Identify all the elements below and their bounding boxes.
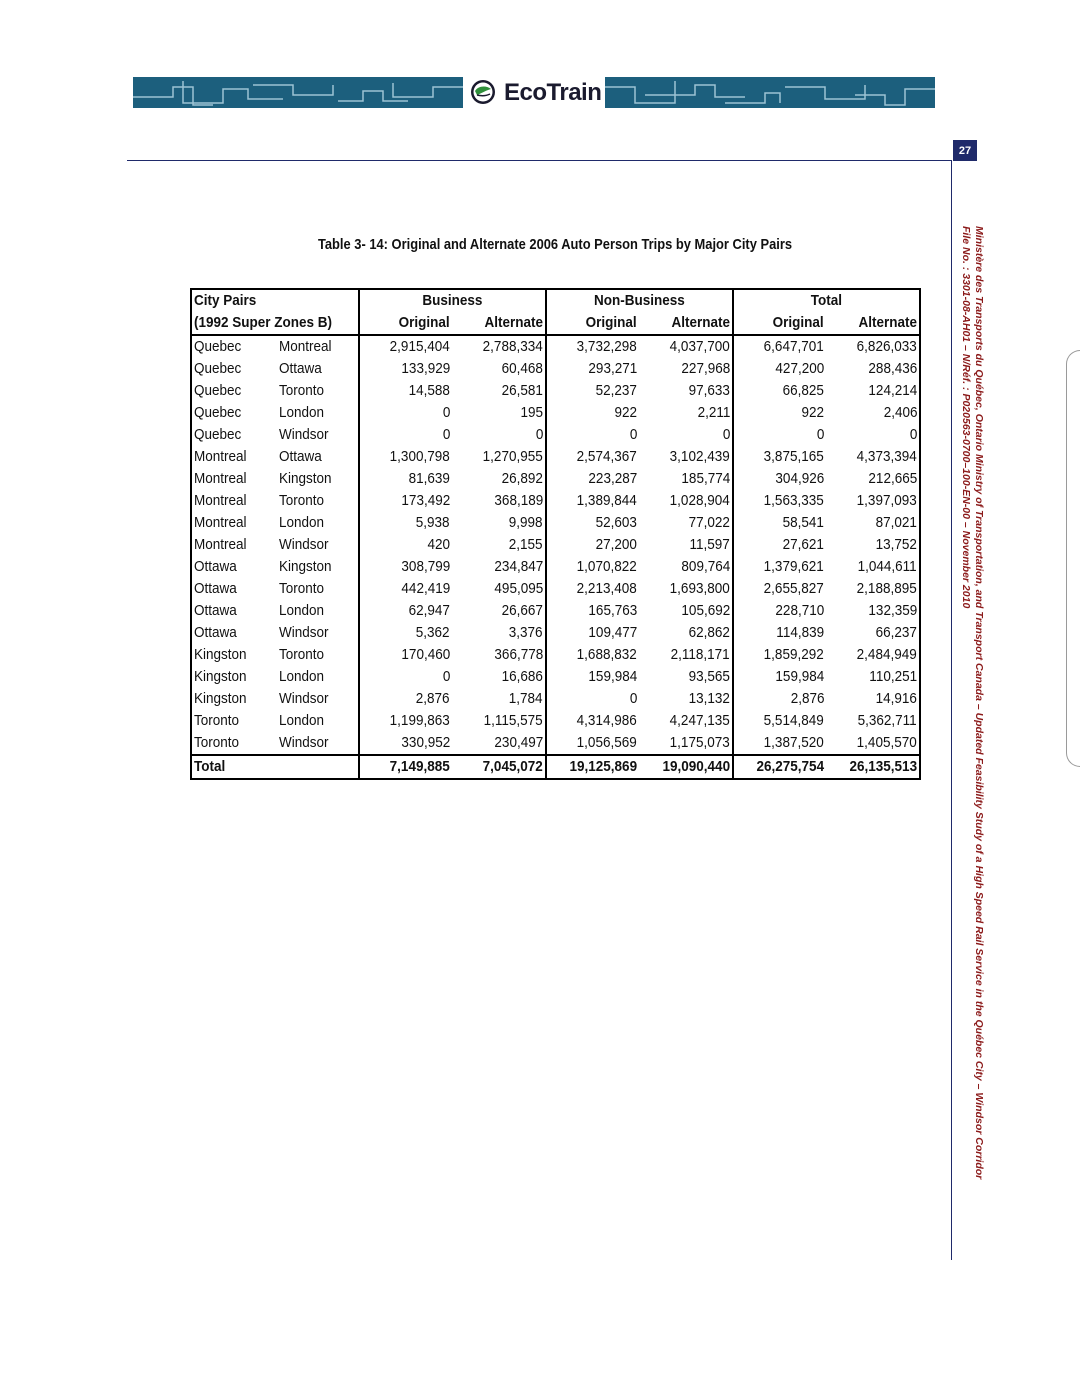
non-business-original-cell: 922 bbox=[546, 402, 639, 424]
total-original-cell: 5,514,849 bbox=[733, 710, 826, 732]
table-row bbox=[191, 424, 920, 446]
business-original-cell: 173,492 bbox=[359, 490, 452, 512]
non-business-alternate-cell: 3,102,439 bbox=[669, 448, 731, 465]
business-alternate-cell: 495,095 bbox=[494, 580, 544, 597]
total-original-cell: 1,563,335 bbox=[733, 490, 826, 512]
business-alternate-cell: 26,892 bbox=[501, 470, 544, 487]
non-business-alternate-cell: 93,565 bbox=[688, 668, 731, 685]
table-row bbox=[191, 380, 920, 402]
table-row bbox=[191, 578, 920, 600]
business-alternate-cell: 26,667 bbox=[501, 602, 544, 619]
table-body bbox=[191, 335, 920, 755]
table-row bbox=[191, 512, 920, 534]
to-cell: Windsor bbox=[279, 734, 329, 751]
table-row bbox=[191, 600, 920, 622]
non-business-original-cell: 52,237 bbox=[546, 380, 639, 402]
non-business-original-cell: 293,271 bbox=[546, 358, 639, 380]
total-original-cell: 922 bbox=[733, 402, 826, 424]
to-cell: Kingston bbox=[279, 470, 332, 487]
side-rule bbox=[951, 160, 952, 1260]
side-tab bbox=[1066, 350, 1080, 767]
from-cell: Quebec bbox=[194, 382, 242, 399]
from-cell: Quebec bbox=[194, 426, 242, 443]
total-alternate-header: Alternate bbox=[826, 312, 920, 335]
business-alternate-cell: 2,155 bbox=[509, 536, 544, 553]
table-row bbox=[191, 490, 920, 512]
to-cell: London bbox=[279, 514, 325, 531]
business-original-cell: 14,588 bbox=[359, 380, 452, 402]
table-title: Table 3- 14: Original and Alternate 2006 Auto Person Trips by Major City Pairs bbox=[317, 236, 793, 253]
circuit-pattern-left bbox=[133, 77, 463, 108]
non-business-alternate-cell: 11,597 bbox=[689, 536, 731, 553]
to-cell: Windsor bbox=[279, 624, 329, 641]
brand-name: EcoTrain bbox=[504, 78, 602, 106]
total-alternate-cell: 5,362,711 bbox=[857, 712, 918, 729]
from-cell: Ottawa bbox=[194, 624, 237, 641]
total-alternate-cell: 1,405,570 bbox=[856, 734, 918, 751]
to-cell: Windsor bbox=[279, 690, 329, 707]
total-total-original: 26,275,754 bbox=[733, 755, 826, 779]
total-alternate-cell: 4,373,394 bbox=[856, 448, 918, 465]
total-original-cell: 2,876 bbox=[733, 688, 826, 710]
city-pairs-header: City Pairs bbox=[194, 292, 257, 309]
non-business-alternate-cell: 227,968 bbox=[681, 360, 731, 377]
total-alternate-cell: 132,359 bbox=[868, 602, 918, 619]
header-banner bbox=[133, 77, 935, 108]
sub-header-row bbox=[191, 312, 920, 335]
to-cell: Ottawa bbox=[279, 360, 322, 377]
to-cell: London bbox=[279, 602, 325, 619]
total-row bbox=[191, 755, 920, 779]
business-alternate-cell: 16,686 bbox=[501, 668, 544, 685]
non-business-original-cell: 27,200 bbox=[546, 534, 639, 556]
table-row bbox=[191, 446, 920, 468]
total-original-cell: 427,200 bbox=[733, 358, 826, 380]
table-row bbox=[191, 335, 920, 358]
total-original-cell: 27,621 bbox=[733, 534, 826, 556]
total-alternate-cell: 2,406 bbox=[883, 404, 918, 421]
business-original-cell: 5,362 bbox=[359, 622, 452, 644]
to-cell: London bbox=[279, 404, 325, 421]
sidebar-caption-line2: File No. : 3301-08-AH01 – N/Réf. : P020563-0700–100-EN-00 – November 2010 bbox=[960, 226, 972, 609]
non-business-alternate-cell: 2,118,171 bbox=[670, 646, 731, 663]
table-row bbox=[191, 666, 920, 688]
from-cell: Kingston bbox=[194, 646, 247, 663]
to-cell: Windsor bbox=[279, 536, 329, 553]
business-original-cell: 62,947 bbox=[359, 600, 452, 622]
from-cell: Ottawa bbox=[194, 602, 237, 619]
total-original-cell: 0 bbox=[733, 424, 826, 446]
business-alternate-cell: 3,376 bbox=[509, 624, 544, 641]
business-alternate-cell: 1,270,955 bbox=[482, 448, 544, 465]
business-original-cell: 133,929 bbox=[359, 358, 452, 380]
from-cell: Toronto bbox=[194, 734, 240, 751]
ecotrain-globe-icon bbox=[468, 78, 498, 108]
non-business-original-header: Original bbox=[546, 312, 639, 335]
table-row bbox=[191, 556, 920, 578]
total-original-cell: 2,655,827 bbox=[733, 578, 826, 600]
to-cell: Toronto bbox=[279, 646, 325, 663]
from-cell: Ottawa bbox=[194, 580, 237, 597]
total-alternate-cell: 1,044,611 bbox=[857, 558, 918, 575]
total-alternate-cell: 110,251 bbox=[869, 668, 918, 685]
total-original-cell: 58,541 bbox=[733, 512, 826, 534]
total-alternate-cell: 124,214 bbox=[868, 382, 918, 399]
group-header-row bbox=[191, 289, 920, 312]
business-alternate-cell: 26,581 bbox=[501, 382, 544, 399]
from-cell: Toronto bbox=[194, 712, 240, 729]
business-alternate-cell: 0 bbox=[535, 426, 544, 443]
total-alternate-cell: 13,752 bbox=[875, 536, 918, 553]
non-business-original-cell: 1,056,569 bbox=[546, 732, 639, 755]
total-non-business-alternate: 19,090,440 bbox=[639, 755, 733, 779]
business-original-cell: 0 bbox=[359, 666, 452, 688]
table-row bbox=[191, 468, 920, 490]
table-row bbox=[191, 644, 920, 666]
from-cell: Quebec bbox=[194, 404, 242, 421]
business-original-cell: 330,952 bbox=[359, 732, 452, 755]
non-business-original-cell: 223,287 bbox=[546, 468, 639, 490]
to-cell: Windsor bbox=[279, 426, 329, 443]
business-original-cell: 420 bbox=[359, 534, 452, 556]
business-original-cell: 1,199,863 bbox=[359, 710, 452, 732]
total-original-cell: 1,387,520 bbox=[733, 732, 826, 755]
table-row bbox=[191, 358, 920, 380]
to-cell: Montreal bbox=[279, 338, 332, 355]
total-business-alternate: 7,045,072 bbox=[452, 755, 546, 779]
total-original-cell: 228,710 bbox=[733, 600, 826, 622]
business-alternate-header: Alternate bbox=[452, 312, 546, 335]
table-row bbox=[191, 622, 920, 644]
total-alternate-cell: 1,397,093 bbox=[856, 492, 918, 509]
non-business-alternate-cell: 105,692 bbox=[681, 602, 731, 619]
total-original-cell: 3,875,165 bbox=[733, 446, 826, 468]
total-original-cell: 66,825 bbox=[733, 380, 826, 402]
from-cell: Montreal bbox=[194, 470, 247, 487]
to-cell: London bbox=[279, 668, 325, 685]
total-alternate-cell: 6,826,033 bbox=[856, 338, 918, 355]
total-header: Total bbox=[733, 289, 920, 312]
business-original-cell: 442,419 bbox=[359, 578, 452, 600]
total-alternate-cell: 14,916 bbox=[875, 690, 918, 707]
ecotrain-logo bbox=[465, 77, 605, 108]
circuit-pattern-right bbox=[605, 77, 935, 108]
total-original-cell: 1,859,292 bbox=[733, 644, 826, 666]
total-original-cell: 1,379,621 bbox=[733, 556, 826, 578]
business-original-cell: 0 bbox=[359, 402, 452, 424]
from-cell: Quebec bbox=[194, 360, 242, 377]
non-business-alternate-cell: 1,693,800 bbox=[669, 580, 731, 597]
zones-header: (1992 Super Zones B) bbox=[191, 312, 359, 335]
non-business-alternate-cell: 185,774 bbox=[681, 470, 731, 487]
total-alternate-cell: 212,665 bbox=[868, 470, 918, 487]
from-cell: Montreal bbox=[194, 514, 247, 531]
non-business-original-cell: 0 bbox=[546, 688, 639, 710]
non-business-alternate-cell: 809,764 bbox=[681, 558, 731, 575]
non-business-alternate-header: Alternate bbox=[639, 312, 733, 335]
header-rule bbox=[127, 160, 952, 161]
non-business-original-cell: 109,477 bbox=[546, 622, 639, 644]
banner-bar-left bbox=[133, 77, 463, 108]
sidebar-caption bbox=[955, 226, 987, 1180]
trips-table bbox=[190, 288, 921, 780]
non-business-alternate-cell: 4,247,135 bbox=[669, 712, 731, 729]
non-business-original-cell: 1,070,822 bbox=[546, 556, 639, 578]
non-business-original-cell: 165,763 bbox=[546, 600, 639, 622]
business-alternate-cell: 234,847 bbox=[494, 558, 544, 575]
business-alternate-cell: 195 bbox=[520, 404, 544, 421]
business-original-cell: 81,639 bbox=[359, 468, 452, 490]
total-alternate-cell: 87,021 bbox=[875, 514, 918, 531]
total-original-cell: 6,647,701 bbox=[733, 335, 826, 358]
business-original-header: Original bbox=[359, 312, 452, 335]
total-original-cell: 304,926 bbox=[733, 468, 826, 490]
business-original-cell: 170,460 bbox=[359, 644, 452, 666]
from-cell: Kingston bbox=[194, 668, 247, 685]
business-header: Business bbox=[359, 289, 546, 312]
non-business-original-cell: 1,389,844 bbox=[546, 490, 639, 512]
from-cell: Montreal bbox=[194, 448, 247, 465]
business-alternate-cell: 60,468 bbox=[501, 360, 544, 377]
to-cell: Kingston bbox=[279, 558, 332, 575]
non-business-original-cell: 2,213,408 bbox=[546, 578, 639, 600]
to-cell: Toronto bbox=[279, 492, 325, 509]
business-original-cell: 1,300,798 bbox=[359, 446, 452, 468]
table-row bbox=[191, 688, 920, 710]
total-non-business-original: 19,125,869 bbox=[546, 755, 639, 779]
non-business-alternate-cell: 2,211 bbox=[697, 404, 731, 421]
from-cell: Ottawa bbox=[194, 558, 237, 575]
total-total-alternate: 26,135,513 bbox=[826, 755, 920, 779]
business-alternate-cell: 1,115,575 bbox=[483, 712, 544, 729]
non-business-alternate-cell: 13,132 bbox=[688, 690, 731, 707]
total-original-header: Original bbox=[733, 312, 826, 335]
table-row bbox=[191, 534, 920, 556]
business-alternate-cell: 1,784 bbox=[509, 690, 544, 707]
from-cell: Montreal bbox=[194, 492, 247, 509]
non-business-header: Non-Business bbox=[546, 289, 733, 312]
non-business-alternate-cell: 1,028,904 bbox=[669, 492, 731, 509]
business-alternate-cell: 2,788,334 bbox=[482, 338, 544, 355]
non-business-original-cell: 52,603 bbox=[546, 512, 639, 534]
total-original-cell: 159,984 bbox=[733, 666, 826, 688]
total-alternate-cell: 2,188,895 bbox=[856, 580, 918, 597]
business-alternate-cell: 368,189 bbox=[494, 492, 544, 509]
non-business-original-cell: 4,314,986 bbox=[546, 710, 639, 732]
sidebar-caption-line1: Ministère des Transports du Québec, Ontario Ministry of Transportation, and Transport Canada – Updated Feasibility Study of a High Speed Rail Service in the Québec City – Windsor Corridor bbox=[973, 226, 985, 1180]
non-business-original-cell: 3,732,298 bbox=[546, 335, 639, 358]
table-row bbox=[191, 732, 920, 755]
business-original-cell: 0 bbox=[359, 424, 452, 446]
total-label: Total bbox=[191, 755, 359, 779]
table-row bbox=[191, 402, 920, 424]
banner-bar-right bbox=[605, 77, 935, 108]
non-business-original-cell: 0 bbox=[546, 424, 639, 446]
to-cell: Toronto bbox=[279, 382, 325, 399]
business-original-cell: 2,876 bbox=[359, 688, 452, 710]
non-business-original-cell: 159,984 bbox=[546, 666, 639, 688]
business-alternate-cell: 230,497 bbox=[494, 734, 544, 751]
non-business-alternate-cell: 1,175,073 bbox=[669, 734, 731, 751]
to-cell: London bbox=[279, 712, 325, 729]
total-alternate-cell: 66,237 bbox=[875, 624, 918, 641]
page-number: 27 bbox=[953, 140, 977, 161]
total-alternate-cell: 288,436 bbox=[868, 360, 918, 377]
total-alternate-cell: 0 bbox=[909, 426, 918, 443]
business-alternate-cell: 9,998 bbox=[509, 514, 544, 531]
business-original-cell: 5,938 bbox=[359, 512, 452, 534]
non-business-alternate-cell: 4,037,700 bbox=[669, 338, 731, 355]
total-original-cell: 114,839 bbox=[733, 622, 826, 644]
non-business-alternate-cell: 77,022 bbox=[688, 514, 731, 531]
from-cell: Kingston bbox=[194, 690, 247, 707]
non-business-alternate-cell: 0 bbox=[722, 426, 731, 443]
non-business-alternate-cell: 62,862 bbox=[688, 624, 731, 641]
business-original-cell: 2,915,404 bbox=[359, 335, 452, 358]
total-alternate-cell: 2,484,949 bbox=[856, 646, 918, 663]
business-alternate-cell: 366,778 bbox=[494, 646, 544, 663]
from-cell: Quebec bbox=[194, 338, 242, 355]
total-business-original: 7,149,885 bbox=[359, 755, 452, 779]
non-business-original-cell: 2,574,367 bbox=[546, 446, 639, 468]
table-row bbox=[191, 710, 920, 732]
to-cell: Toronto bbox=[279, 580, 325, 597]
from-cell: Montreal bbox=[194, 536, 247, 553]
to-cell: Ottawa bbox=[279, 448, 322, 465]
non-business-original-cell: 1,688,832 bbox=[546, 644, 639, 666]
non-business-alternate-cell: 97,633 bbox=[688, 382, 731, 399]
business-original-cell: 308,799 bbox=[359, 556, 452, 578]
